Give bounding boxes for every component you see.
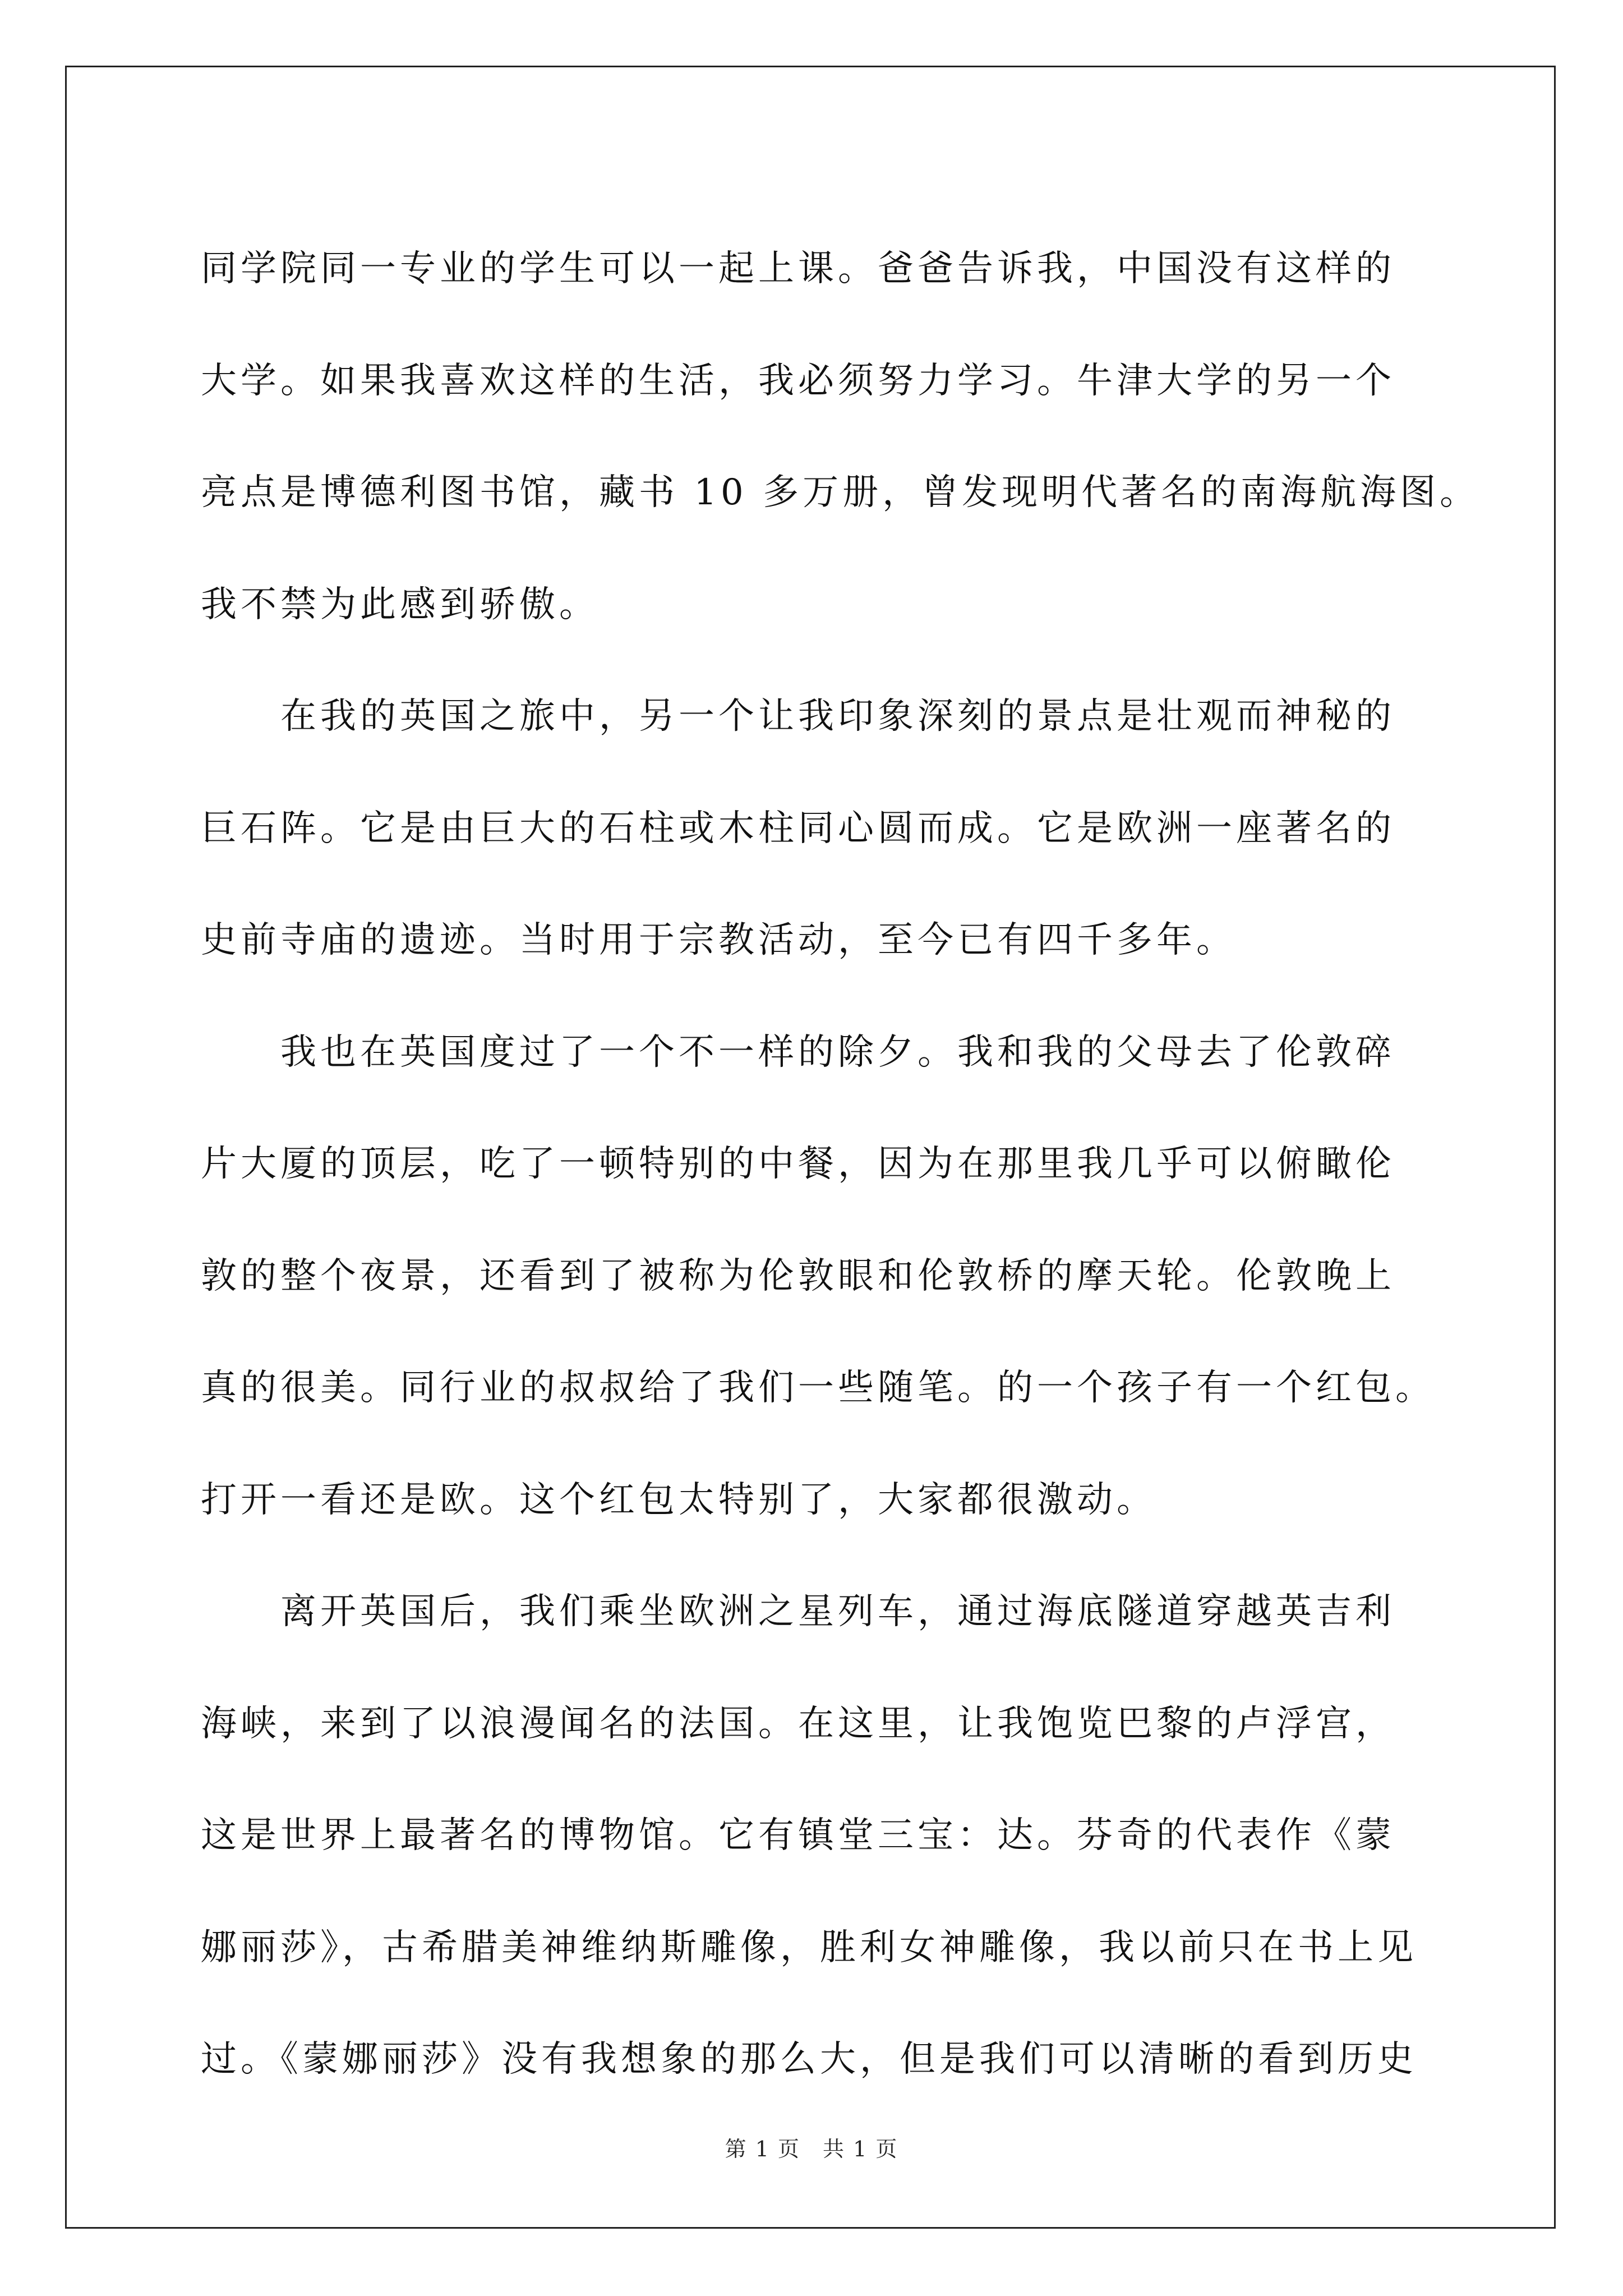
text-line: 这是世界上最著名的博物馆。它有镇堂三宝：达。芬奇的代表作《蒙 [201,1815,1395,1856]
text-line: 亮点是博德利图书馆，藏书 10 多万册，曾发现明代著名的南海航海图。 [201,472,1480,513]
text-line: 巨石阵。它是由巨大的石柱或木柱同心圆而成。它是欧洲一座著名的 [201,807,1395,849]
page-footer: 第 1 页 共 1 页 [725,2137,898,2161]
text-line: 同学院同一专业的学生可以一起上课。爸爸告诉我，中国没有这样的 [201,248,1395,289]
text-line: 打开一看还是欧。这个红包太特别了，大家都很激动。 [201,1479,1156,1521]
text-line: 在我的英国之旅中，另一个让我印象深刻的景点是壮观而神秘的 [201,696,1395,737]
text-line: 我不禁为此感到骄傲。 [201,583,599,625]
document-body [201,213,1480,2116]
text-line: 过。《蒙娜丽莎》没有我想象的那么大，但是我们可以清晰的看到历史 [201,2039,1417,2080]
text-line: 离开英国后，我们乘坐欧洲之星列车，通过海底隧道穿越英吉利 [201,1591,1395,1632]
text-line: 史前寺庙的遗迹。当时用于宗教活动，至今已有四千多年。 [201,919,1236,961]
text-line: 真的很美。同行业的叔叔给了我们一些随笔。的一个孩子有一个红包。 [201,1367,1435,1409]
text-line: 大学。如果我喜欢这样的生活，我必须努力学习。牛津大学的另一个 [201,360,1395,402]
text-line: 海峡，来到了以浪漫闻名的法国。在这里，让我饱览巴黎的卢浮宫， [201,1703,1395,1745]
text-line: 敦的整个夜景，还看到了被称为伦敦眼和伦敦桥的摩天轮。伦敦晚上 [201,1255,1395,1297]
text-line: 片大厦的顶层，吃了一顿特别的中餐，因为在那里我几乎可以俯瞰伦 [201,1143,1395,1185]
text-line: 我也在英国度过了一个不一样的除夕。我和我的父母去了伦敦碎 [201,1031,1395,1073]
text-line: 娜丽莎》，古希腊美神维纳斯雕像，胜利女神雕像，我以前只在书上见 [201,1926,1417,1968]
